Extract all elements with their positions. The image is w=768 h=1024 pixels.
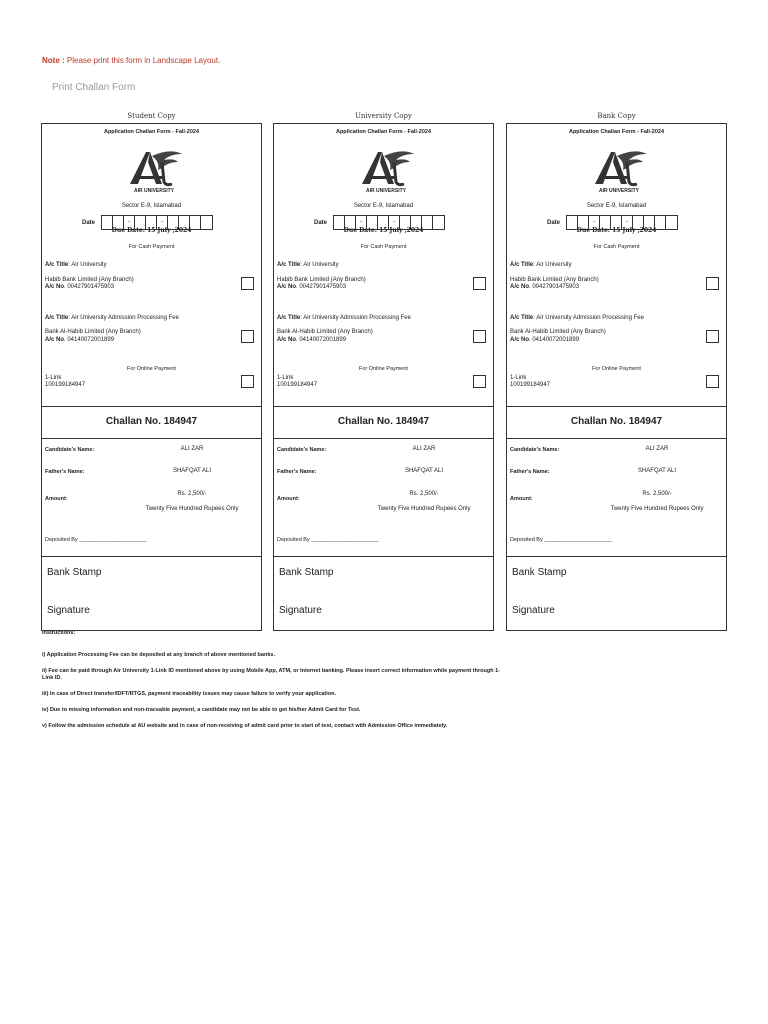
instruction-item: iii) In case of Direct transfer/IDFT/RTGS, payment traceability issues may cause failure to verify your application. (42, 691, 337, 697)
air-university-logo-icon (356, 148, 416, 194)
account2-checkbox[interactable] (241, 330, 254, 343)
cash-section-title: For Cash Payment (42, 244, 261, 251)
stamp-section (274, 557, 493, 630)
account2-number: A/c No. 04140072001899 (510, 337, 580, 343)
account1-bank: Habib Bank Limited (Any Branch) (45, 277, 134, 283)
online-payment-section (274, 367, 493, 407)
account1-title: A/c Title: Air University (277, 262, 339, 268)
candidate-name-value: ALI ZAR (645, 446, 669, 452)
signature-label: Signature (47, 605, 90, 616)
cash-section-title: For Cash Payment (274, 244, 493, 251)
father-name-label: Father's Name: (510, 469, 550, 475)
air-university-logo-icon (589, 148, 649, 194)
sector-text: Sector E-9, Islamabad (121, 203, 182, 209)
note-label: Note : (42, 56, 65, 65)
challan-header (507, 124, 726, 245)
online-section-title: For Online Payment (274, 366, 493, 373)
account2-bank: Bank Al-Habib Limited (Any Branch) (45, 329, 141, 335)
signature-label: Signature (512, 605, 555, 616)
account2-checkbox[interactable] (473, 330, 486, 343)
form-title: Application Challan Form - Fall-2024 (335, 129, 432, 135)
account1-checkbox[interactable] (241, 277, 254, 290)
due-date: Due Date: 15 July ,2024 (111, 227, 192, 234)
date-label: Date (82, 219, 96, 226)
deposited-by: Deposited By ______________________ (45, 537, 147, 543)
cash-section-title: For Cash Payment (507, 244, 726, 251)
online-checkbox[interactable] (706, 375, 719, 388)
amount-words: Twenty Five Hundred Rupees Only (145, 506, 239, 512)
father-name-value: SHAFQAT ALI (404, 468, 444, 474)
account1-checkbox[interactable] (706, 277, 719, 290)
online-method: 1-Link (45, 375, 62, 381)
account1-number: A/c No. 00427901475903 (277, 284, 347, 290)
challan-copy (273, 110, 494, 631)
account2-bank: Bank Al-Habib Limited (Any Branch) (510, 329, 606, 335)
print-note (42, 56, 220, 65)
online-section-title: For Online Payment (42, 366, 261, 373)
account1-number: A/c No. 00427901475903 (510, 284, 580, 290)
instruction-item: ii) Fee can be paid through Air University 1-Link ID mentioned above by using Mobile App, ATM, or Internet banking. Please insert correct information while payment through 1-Link ID. (42, 668, 500, 681)
date-input-cells[interactable]: - - (101, 215, 213, 230)
logo-text: AIR UNIVERSITY (365, 188, 407, 194)
father-name-label: Father's Name: (45, 469, 85, 475)
challan-number: Challan No. 184947 (507, 407, 726, 439)
online-payment-section (507, 367, 726, 407)
amount-label: Amount: (45, 496, 68, 502)
account2-number: A/c No. 04140072001899 (45, 337, 115, 343)
form-title: Application Challan Form - Fall-2024 (103, 129, 200, 135)
account2-title: A/c Title: Air University Admission Processing Fee (510, 315, 644, 321)
stamp-section (42, 557, 261, 630)
online-id: 100199184947 (510, 382, 551, 388)
cash-payment-section (507, 245, 726, 367)
account1-checkbox[interactable] (473, 277, 486, 290)
online-id: 100199184947 (277, 382, 318, 388)
copy-label: Bank Copy (597, 112, 636, 120)
account1-bank: Habib Bank Limited (Any Branch) (510, 277, 599, 283)
challan-box (506, 123, 727, 631)
sector-text: Sector E-9, Islamabad (353, 203, 414, 209)
online-method: 1-Link (510, 375, 527, 381)
challan-box (41, 123, 262, 631)
bank-stamp-label: Bank Stamp (512, 567, 567, 578)
father-name-label: Father's Name: (277, 469, 317, 475)
bank-stamp-label: Bank Stamp (47, 567, 102, 578)
logo-text: AIR UNIVERSITY (598, 188, 640, 194)
logo-text: AIR UNIVERSITY (133, 188, 175, 194)
challan-number: Challan No. 184947 (42, 407, 261, 439)
form-title: Application Challan Form - Fall-2024 (568, 129, 665, 135)
amount-words: Twenty Five Hundred Rupees Only (377, 506, 471, 512)
account2-checkbox[interactable] (706, 330, 719, 343)
account1-title: A/c Title: Air University (510, 262, 572, 268)
account2-title: A/c Title: Air University Admission Processing Fee (45, 315, 179, 321)
signature-label: Signature (279, 605, 322, 616)
candidate-name-label: Candidate's Name: (45, 447, 95, 453)
father-name-value: SHAFQAT ALI (637, 468, 677, 474)
amount-value: Rs. 2,500/- (177, 491, 207, 497)
cash-payment-section (274, 245, 493, 367)
account1-title: A/c Title: Air University (45, 262, 107, 268)
challan-header (274, 124, 493, 245)
amount-label: Amount: (510, 496, 533, 502)
date-label: Date (547, 219, 561, 226)
copy-label: Student Copy (127, 112, 176, 120)
instruction-item: i) Application Processing Fee can be deposited at any branch of above mentioned banks. (42, 652, 275, 658)
candidate-details (274, 439, 493, 557)
deposited-by: Deposited By ______________________ (510, 537, 612, 543)
date-input-cells[interactable]: - - (566, 215, 678, 230)
challan-box (273, 123, 494, 631)
copy-label: University Copy (355, 112, 412, 120)
challan-number: Challan No. 184947 (274, 407, 493, 439)
instructions (42, 630, 502, 739)
date-label: Date (314, 219, 328, 226)
amount-value: Rs. 2,500/- (409, 491, 439, 497)
instruction-item: iv) Due to missing information and non-traceable payment, a candidate may not be able to get his/her Admit Card for Test. (42, 707, 361, 713)
stamp-section (507, 557, 726, 630)
candidate-name-value: ALI ZAR (412, 446, 436, 452)
amount-label: Amount: (277, 496, 300, 502)
candidate-name-label: Candidate's Name: (277, 447, 327, 453)
instructions-title: Instructions: (42, 630, 76, 636)
online-checkbox[interactable] (473, 375, 486, 388)
candidate-details (42, 439, 261, 557)
challan-copy (506, 110, 727, 631)
candidate-details (507, 439, 726, 557)
account1-bank: Habib Bank Limited (Any Branch) (277, 277, 366, 283)
print-challan-link[interactable]: Print Challan Form (52, 82, 136, 93)
deposited-by: Deposited By ______________________ (277, 537, 379, 543)
air-university-logo-icon (124, 148, 184, 194)
date-input-cells[interactable]: - - (333, 215, 445, 230)
candidate-name-label: Candidate's Name: (510, 447, 560, 453)
challan-header (42, 124, 261, 245)
online-id: 100199184947 (45, 382, 86, 388)
online-checkbox[interactable] (241, 375, 254, 388)
instruction-item: v) Follow the admission schedule at AU website and in case of non-receiving of admit card prior to start of test, contact with Admission Office immediately. (42, 723, 448, 729)
account2-title: A/c Title: Air University Admission Processing Fee (277, 315, 411, 321)
due-date: Due Date: 15 July ,2024 (576, 227, 657, 234)
candidate-name-value: ALI ZAR (180, 446, 204, 452)
amount-value: Rs. 2,500/- (642, 491, 672, 497)
bank-stamp-label: Bank Stamp (279, 567, 334, 578)
sector-text: Sector E-9, Islamabad (586, 203, 647, 209)
account2-number: A/c No. 04140072001899 (277, 337, 347, 343)
note-text: Please print this form in Landscape Layout. (66, 56, 221, 65)
account1-number: A/c No. 00427901475903 (45, 284, 115, 290)
cash-payment-section (42, 245, 261, 367)
challan-copy (41, 110, 262, 631)
account2-bank: Bank Al-Habib Limited (Any Branch) (277, 329, 373, 335)
amount-words: Twenty Five Hundred Rupees Only (610, 506, 704, 512)
father-name-value: SHAFQAT ALI (172, 468, 212, 474)
due-date: Due Date: 15 July ,2024 (343, 227, 424, 234)
online-section-title: For Online Payment (507, 366, 726, 373)
online-payment-section (42, 367, 261, 407)
online-method: 1-Link (277, 375, 294, 381)
